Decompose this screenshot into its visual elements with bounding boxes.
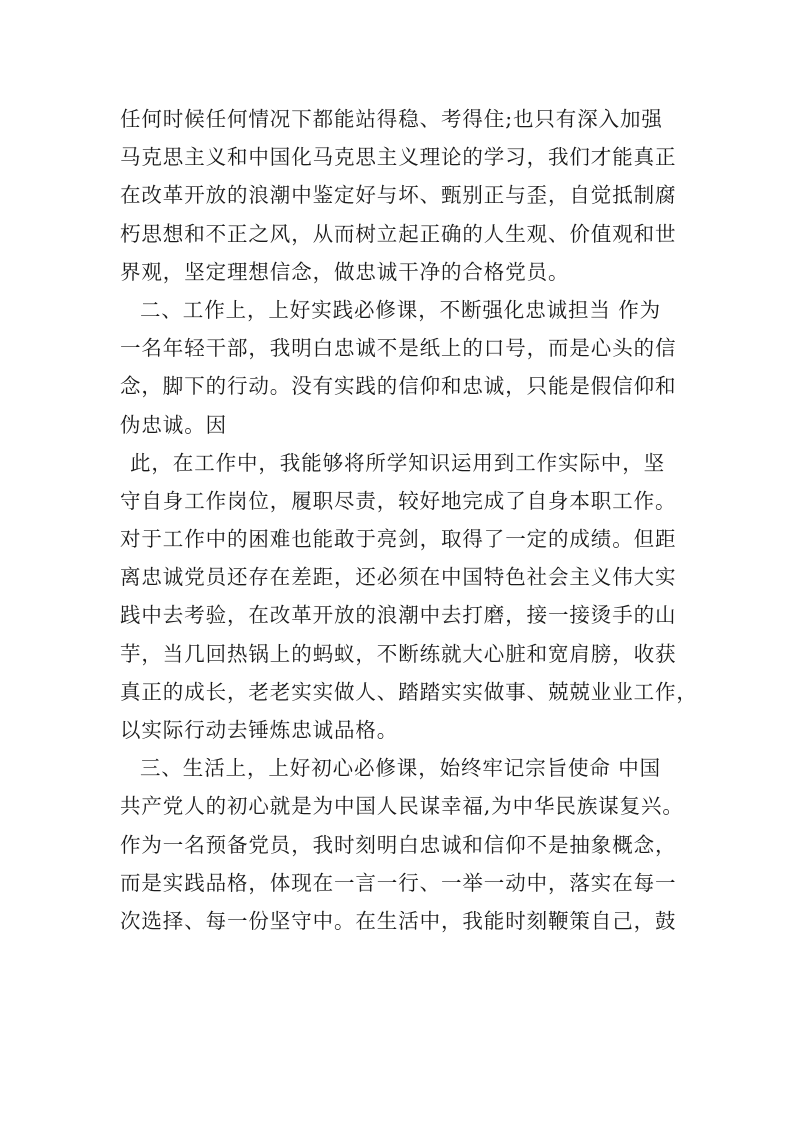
text-line: 离忠诚党员还存在差距，还必须在中国特色社会主义伟大实 [120,565,677,590]
text-line: 一名年轻干部，我明白忠诚不是纸上的口号，而是心头的信 [120,336,677,361]
text-line: 守自身工作岗位，履职尽责，较好地完成了自身本职工作。 [120,488,677,513]
section-heading-work: 二、工作上，上好实践必修课，不断强化忠诚担当 作为 [140,297,662,322]
text-line: 此，在工作中，我能够将所学知识运用到工作实际中，坚 [130,450,665,475]
text-line: 而是实践品格，体现在一言一行、一举一动中，落实在每一 [120,870,677,895]
body-text [120,100,698,940]
text-line: 对于工作中的困难也能敢于亮剑，取得了一定的成绩。但距 [120,527,677,552]
text-line: 作为一名预备党员，我时刻明白忠诚和信仰不是抽象概念， [120,832,677,857]
text-line: 共产党人的初心就是为中国人民谋幸福,为中华民族谋复兴。 [120,794,684,819]
text-line: 伪忠诚。因 [120,412,227,437]
text-line: 界观，坚定理想信念，做忠诚干净的合格党员。 [120,259,570,284]
text-line: 念，脚下的行动。没有实践的信仰和忠诚，只能是假信仰和 [120,374,677,399]
text-line: 朽思想和不正之风，从而树立起正确的人生观、价值观和世 [120,221,677,246]
text-line: 马克思主义和中国化马克思主义理论的学习，我们才能真正 [120,145,677,170]
text-line: 任何时候任何情况下都能站得稳、考得住;也只有深入加强 [120,107,663,131]
text-line: 践中去考验，在改革开放的浪潮中去打磨，接一接烫手的山 [120,603,677,628]
text-line: 次选择、每一份坚守中。在生活中，我能时刻鞭策自己，鼓 [120,908,677,933]
text-line: 在改革开放的浪潮中鉴定好与坏、甄别正与歪，自觉抵制腐 [120,183,677,208]
text-line: 芋，当几回热锅上的蚂蚁，不断练就大心脏和宽肩膀，收获 [120,641,677,666]
text-line: 以实际行动去锤炼忠诚品格。 [120,718,399,742]
section-heading-life: 三、生活上，上好初心必修课，始终牢记宗旨使命 中国 [140,756,662,781]
text-line: 真正的成长，老老实实做人、踏踏实实做事、兢兢业业工作， [120,679,698,704]
